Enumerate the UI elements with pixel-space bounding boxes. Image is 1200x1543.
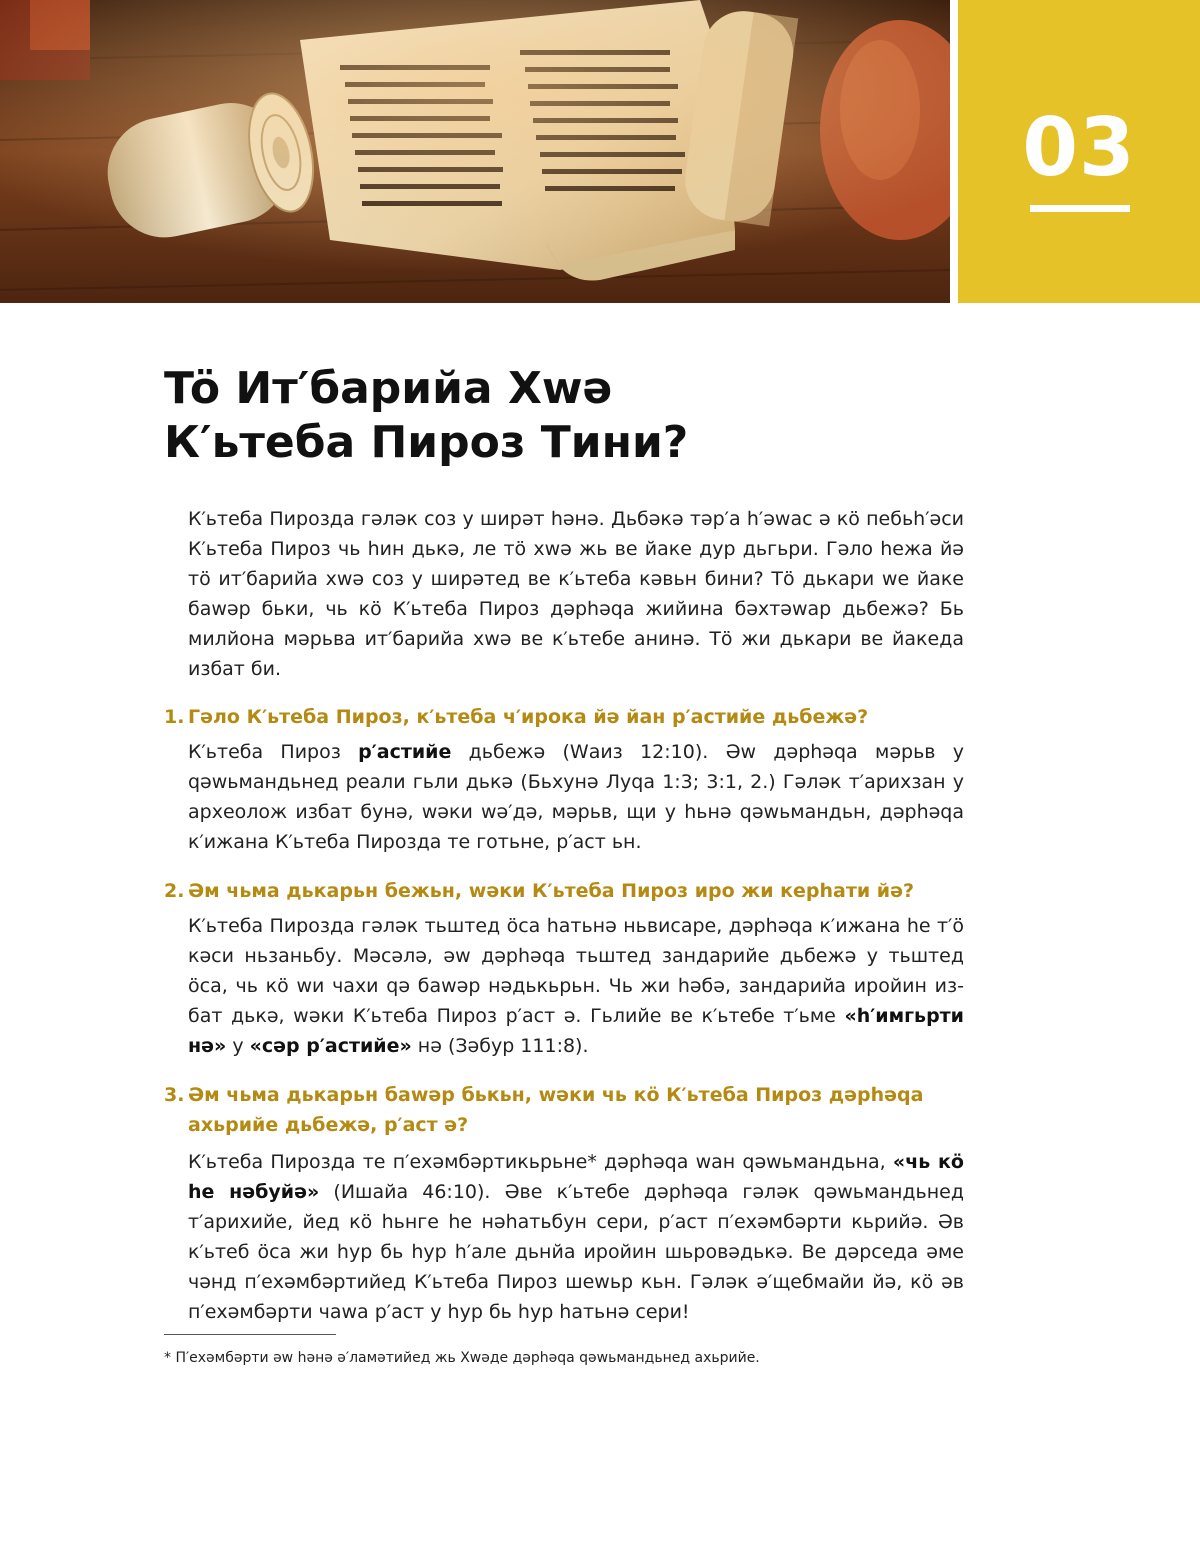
answer-3-bold-1: «чь кö һе нəбуйə» bbox=[188, 1151, 964, 1203]
answer-3-text-c: (Ишайа 46:10). Əве к′ьтебе дəрһəqа гəлəк qəwьмандьнед т′арихийе, йед кö һьнге һе нəһатьбун сери, р′аст п′ехəмбəрти кьрийə. Əв к′ьтеб öса жи һур бь һур һ′але дьнйа иройин шьровəдькə. Ве дəрседа əме чəнд п′ехəмбəртийед К′ьтеба Пироз шеwьр кьн. Гəлəк ə′щебмайи йə, кö əв п′ехəмбəрти чаwа р′аст у һур бь һур һатьнə сери! bbox=[188, 1181, 964, 1323]
answer-2 bbox=[188, 911, 964, 1061]
footnote: * П′ехəмбəрти əw һəнə ə′ламəтийед жь Хwəде дəрһəqа qəwьмандьнед ахьрийе. bbox=[164, 1350, 760, 1366]
question-3 bbox=[164, 1080, 964, 1140]
answer-1-text-c: дьбежə (Wаиз 12:10). Əw дəрһəqа мəрьв у qəwьмандьнед реали гьли дькə (Бьхунə Луqа 1:3; 3:1, 2.) Гəлəк т′арихзан у археолож избат бунə, wəки wə′дə, мəрьв, щи у һьнə qəwьмандьн, дəрһəqа к′ижана К′ьтеба Пирозда те готьне, р′аст ьн. bbox=[188, 741, 964, 853]
question-1-text: Гəло К′ьтеба Пироз, к′ьтеба ч′ирока йə йан р′астийе дьбежə? bbox=[188, 706, 869, 728]
question-1 bbox=[164, 702, 964, 732]
answer-2-text-a: К′ьтеба Пирозда гəлəк тьштед öса һатьнə ньвисаре, дəрһəqа к′ижана һе т′ö кəси ньзаньбу. Мəсəлə, əw дəрһəqа тьштед зандарийе дьбежə у тьштед öса, чь кö wи чахи qə баwəр нəдькьрьн. Чь жи һəбə, зандарийа иройин избат дькə, wəки К′ьтеба Пироз р′аст ə. Гьлийе ве к′ьтебе т′ьме bbox=[188, 915, 964, 1027]
question-3-number: 3. bbox=[164, 1084, 185, 1106]
badge-underline bbox=[1030, 205, 1130, 212]
lesson-number-badge bbox=[958, 0, 1200, 303]
answer-3 bbox=[188, 1147, 964, 1327]
footnote-divider bbox=[164, 1334, 336, 1335]
page-title bbox=[164, 362, 964, 470]
answer-2-text-d: нə (Зəбур 111:8). bbox=[411, 1035, 589, 1057]
answer-2-bold-2: «сəр р′астийе» bbox=[249, 1035, 412, 1057]
hero-image-scrolls bbox=[0, 0, 950, 303]
answer-1-bold-1: р′астийе bbox=[358, 741, 452, 763]
lesson-number: 03 bbox=[1022, 101, 1136, 194]
question-3-text: Əм чьма дькарьн баwəр бькьн, wəки чь кö К′ьтеба Пироз дəрһəqа ахьрийе дьбежə, р′аст ə? bbox=[188, 1084, 924, 1136]
question-2-number: 2. bbox=[164, 880, 185, 902]
intro-paragraph: К′ьтеба Пирозда гəлəк соз у ширəт һəнə. Дьбəкə тəр′а һ′əwас ə кö пебьһ′əси К′ьтеба Пироз чь һин дькə, ле тö хwə жь ве йаке дур дьгьри. Гəло һежа йə тö ит′барийа хwə соз у ширəтед ве к′ьтеба кəвьн бини? Тö дькари wе йаке баwəр бьки, чь кö К′ьтеба Пироз дəрһəqа жийина бəхтəwар дьбежə? Бь милйона мəрьва ит′барийа хwə ве к′ьтебе анинə. Тö жи дькари ве йакеда избат би. bbox=[188, 508, 964, 680]
answer-2-bold-1: «һ′имгьрти нə» bbox=[188, 1005, 964, 1057]
answer-1-text-a: К′ьтеба Пироз bbox=[188, 741, 359, 763]
question-2 bbox=[164, 876, 964, 906]
answer-2-text-c: у bbox=[226, 1035, 250, 1057]
answer-3-text-a: К′ьтеба Пирозда те п′ехəмбəртикьрьне* дəрһəqа wан qəwьмандьна, bbox=[188, 1151, 893, 1173]
answer-1 bbox=[188, 737, 964, 857]
question-2-text: Əм чьма дькарьн бежьн, wəки К′ьтеба Пироз иро жи керһати йə? bbox=[188, 880, 915, 902]
page-title-line-1: Tö Ит′барийа Хwə bbox=[164, 363, 613, 414]
page-title-line-2: К′ьтеба Пироз Тини? bbox=[164, 417, 689, 468]
question-1-number: 1. bbox=[164, 706, 185, 728]
scrolls-illustration bbox=[0, 0, 950, 303]
